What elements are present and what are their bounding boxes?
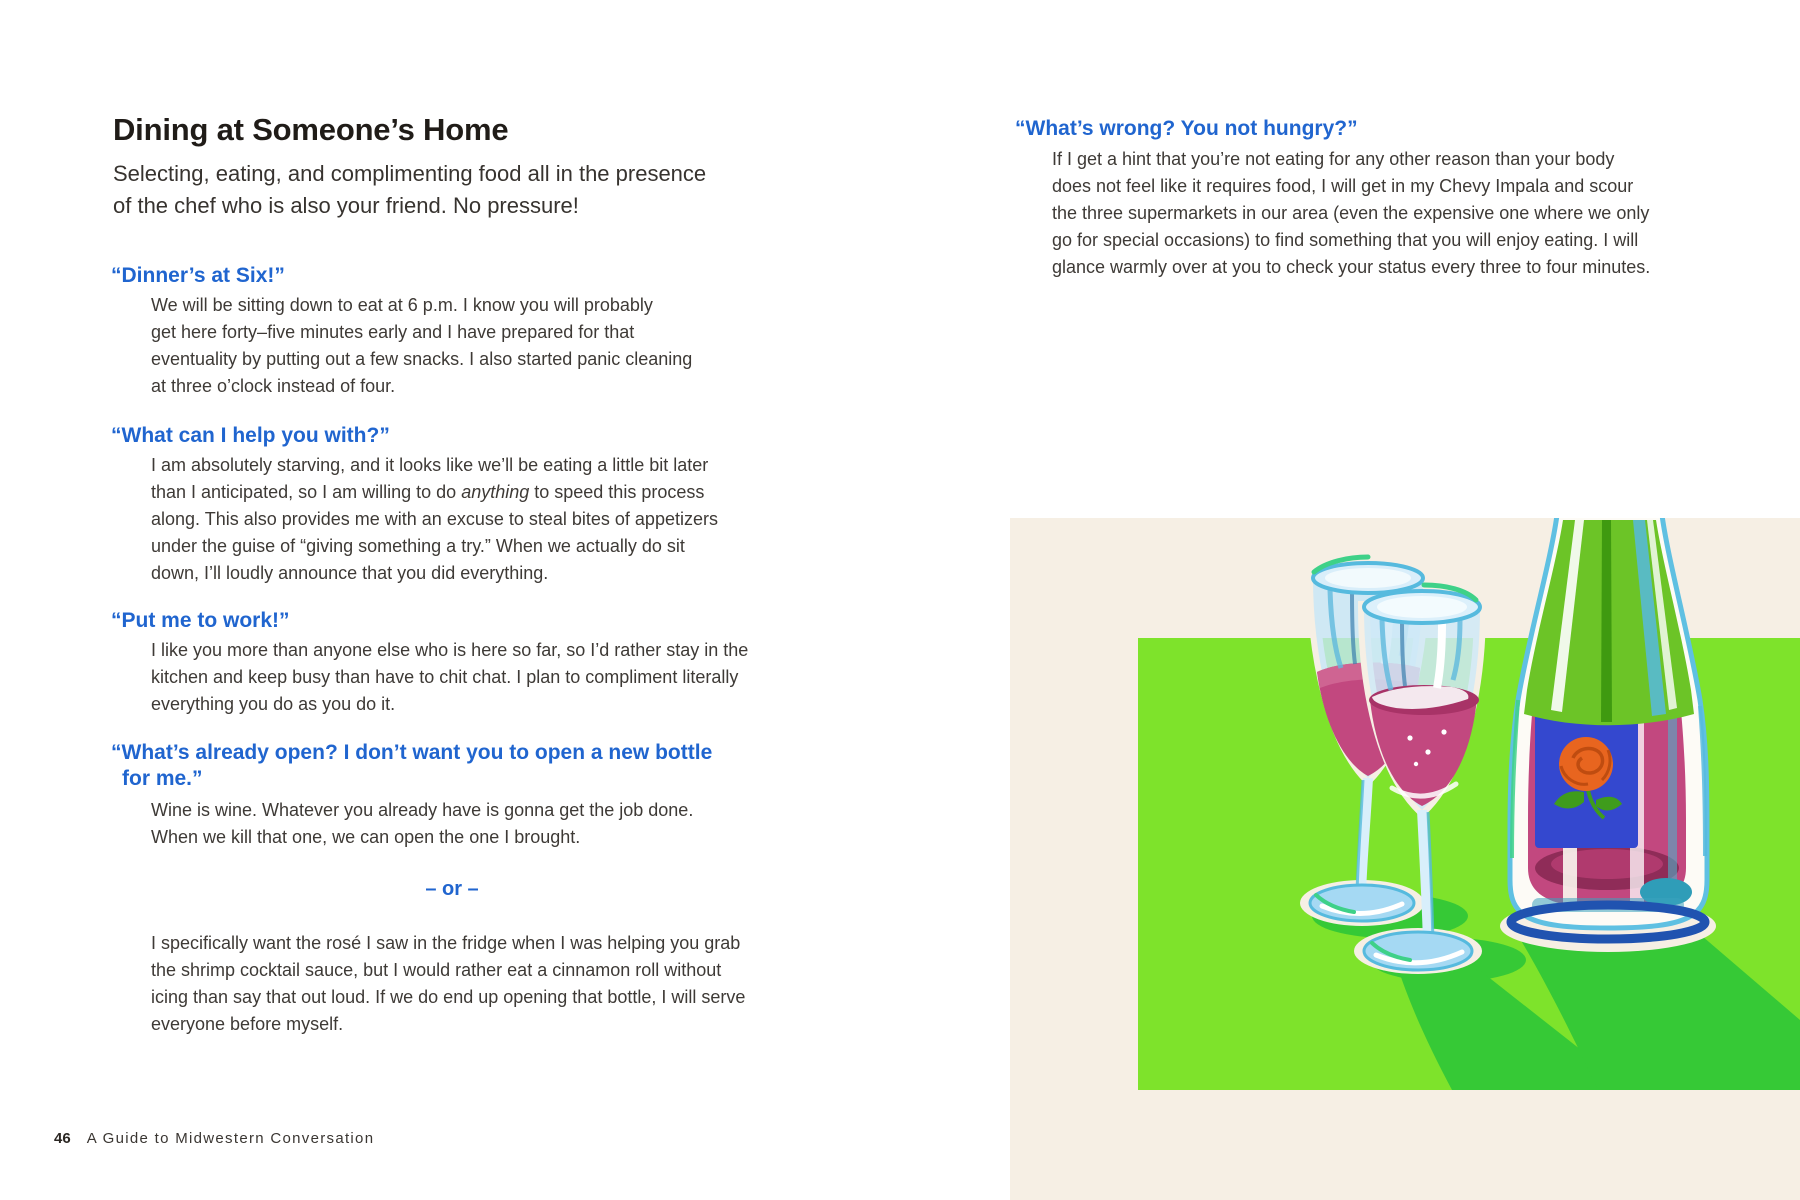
body-line: everything you do as you do it. [151, 694, 396, 714]
body-line: If I get a hint that you’re not eating for any other reason than your body [1052, 149, 1615, 169]
subtitle-line: of the chef who is also your friend. No pressure! [113, 193, 579, 218]
italic-text: anything [461, 482, 530, 502]
page-number: 46 [54, 1130, 71, 1147]
section-body [1052, 146, 1650, 281]
closing-paragraph [151, 930, 745, 1038]
body-line: I specifically want the rosé I saw in the fridge when I was helping you grab [151, 933, 741, 953]
body-line: the three supermarkets in our area (even the expensive one where we only [1052, 203, 1650, 223]
body-line: eventuality by putting out a few snacks. I also started panic cleaning [151, 349, 693, 369]
section-body [151, 452, 718, 587]
section-body [151, 637, 748, 718]
body-line: get here forty–five minutes early and I have prepared for that [151, 322, 635, 342]
section-heading-put-me-to-work: “Put me to work!” [111, 609, 290, 632]
body-line: We will be sitting down to eat at 6 p.m. I know you will probably [151, 295, 653, 315]
body-line: When we kill that one, we can open the one I brought. [151, 827, 581, 847]
body-line: kitchen and keep busy than have to chit chat. I plan to compliment literally [151, 667, 739, 687]
section-heading-whats-already-open [111, 740, 712, 792]
page-footer [54, 1130, 374, 1147]
body-line: the shrimp cocktail sauce, but I would rather eat a cinnamon roll without [151, 960, 722, 980]
body-line: Wine is wine. Whatever you already have is gonna get the job done. [151, 800, 694, 820]
or-divider: – or – [425, 878, 479, 900]
body-line: at three o’clock instead of four. [151, 376, 396, 396]
section-body [151, 292, 692, 400]
body-line: I like you more than anyone else who is here so far, so I’d rather stay in the [151, 640, 749, 660]
body-text: than I anticipated, so I am willing to do [151, 482, 462, 502]
body-line: everyone before myself. [151, 1014, 344, 1034]
body-line: along. This also provides me with an excuse to steal bites of appetizers [151, 509, 718, 529]
section-heading-what-can-i-help: “What can I help you with?” [111, 424, 390, 447]
body-line: I am absolutely starving, and it looks like we’ll be eating a little bit later [151, 455, 709, 475]
body-line [151, 479, 718, 506]
section-body [151, 797, 693, 851]
body-line: down, I’ll loudly announce that you did everything. [151, 563, 549, 583]
body-line: glance warmly over at you to check your status every three to four minutes. [1052, 257, 1651, 277]
running-book-title: A Guide to Midwestern Conversation [86, 1130, 375, 1147]
subtitle-line: Selecting, eating, and complimenting food all in the presence [113, 161, 707, 186]
section-heading-whats-wrong: “What’s wrong? You not hungry?” [1015, 117, 1358, 140]
body-line: under the guise of “giving something a try.” When we actually do sit [151, 536, 685, 556]
body-line: does not feel like it requires food, I will get in my Chevy Impala and scour [1052, 176, 1634, 196]
body-text: to speed this process [529, 482, 705, 502]
heading-line: for me.” [122, 767, 203, 790]
wine-illustration [1010, 518, 1800, 1200]
page-subtitle [113, 158, 706, 222]
body-line: icing than say that out loud. If we do end up opening that bottle, I will serve [151, 987, 746, 1007]
body-line: go for special occasions) to find something that you will enjoy eating. I will [1052, 230, 1639, 250]
section-heading-dinners-at-six: “Dinner’s at Six!” [111, 264, 285, 287]
page-title: Dining at Someone’s Home [113, 112, 509, 147]
heading-line: “What’s already open? I don’t want you to open a new bottle [111, 741, 713, 764]
